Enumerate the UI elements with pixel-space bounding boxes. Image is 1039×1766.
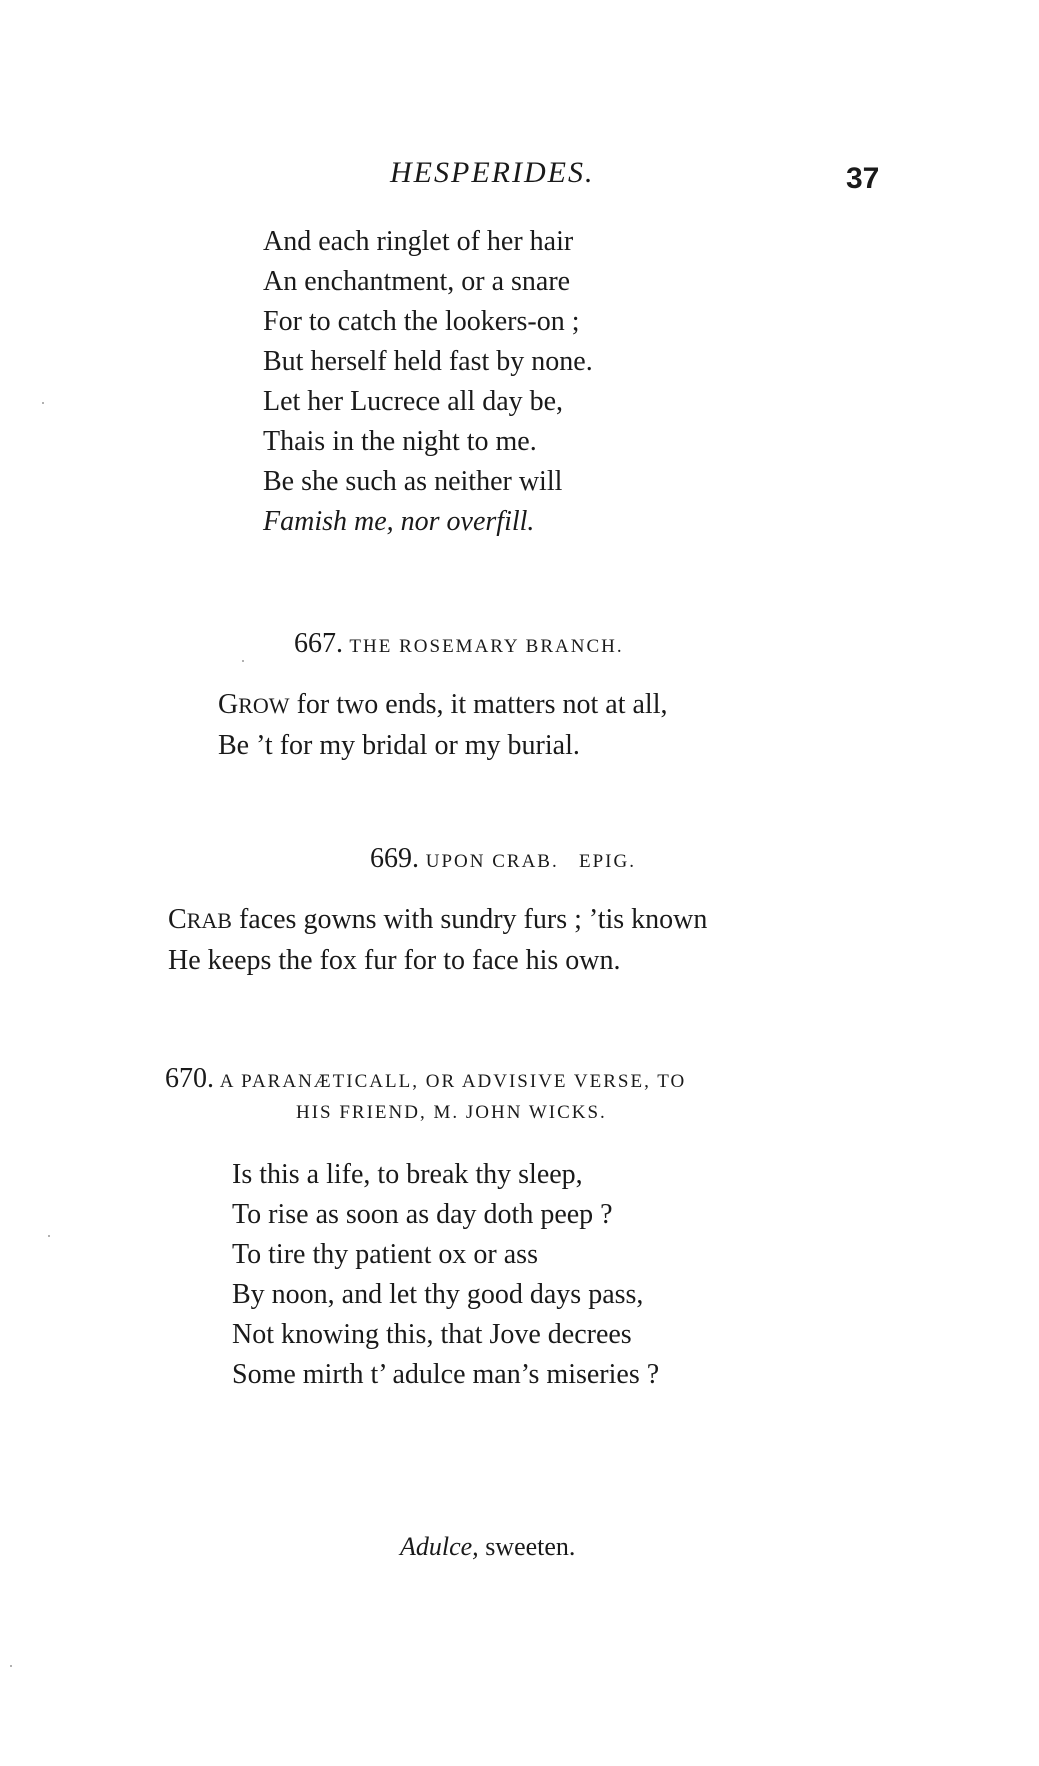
verse-line: Is this a life, to break thy sleep, xyxy=(232,1159,583,1190)
scan-speck xyxy=(48,1235,50,1237)
small-caps-word: ROW xyxy=(238,693,290,718)
verse-line: For to catch the lookers-on ; xyxy=(263,306,580,337)
verse-line: Be ’t for my bridal or my burial. xyxy=(218,730,580,761)
verse-line: And each ringlet of her hair xyxy=(263,226,574,257)
poem-title-text: UPON CRAB. EPIG. xyxy=(425,851,636,872)
verse-line: Thais in the night to me. xyxy=(263,426,537,457)
poem-670-body xyxy=(232,1155,659,1395)
verse-line: He keeps the fox fur for to face his own. xyxy=(168,945,621,976)
poem-number: 667. xyxy=(294,628,343,659)
verse-line xyxy=(218,685,667,726)
poem-670-title-line-2: HIS FRIEND, M. JOHN WICKS. xyxy=(296,1102,607,1123)
drop-initial: G xyxy=(218,689,239,720)
verse-line-rest: for two ends, it matters not at all, xyxy=(289,689,668,720)
small-caps-word: RAB xyxy=(186,908,232,933)
poem-title-text: A PARANÆTICALL, OR ADVISIVE VERSE, TO xyxy=(219,1071,687,1092)
verse-line-rest: faces gowns with sundry furs ; ’tis known xyxy=(231,904,708,935)
footnote-term: Adulce, xyxy=(400,1532,479,1561)
poem-number: 669. xyxy=(370,843,419,874)
verse-line-italic: Famish me, nor overfill. xyxy=(263,506,535,537)
drop-initial: C xyxy=(168,904,187,935)
verse-line: But herself held fast by none. xyxy=(263,346,593,377)
verse-line: Be she such as neither will xyxy=(263,466,563,497)
poem-667-body xyxy=(218,685,667,766)
scan-speck xyxy=(242,660,244,662)
verse-line: An enchantment, or a snare xyxy=(263,266,571,297)
verse-line: Not knowing this, that Jove decrees xyxy=(232,1319,632,1350)
verse-line: By noon, and let thy good days pass, xyxy=(232,1279,644,1310)
page-number: 37 xyxy=(846,162,880,195)
poem-title-text: THE ROSEMARY BRANCH. xyxy=(349,636,624,657)
running-title: HESPERIDES. xyxy=(390,156,595,189)
verse-line: Let her Lucrece all day be, xyxy=(263,386,564,417)
verse-line: Some mirth t’ adulce man’s miseries ? xyxy=(232,1359,660,1390)
scan-speck xyxy=(42,402,44,404)
poem-669-title xyxy=(370,843,636,875)
scan-speck xyxy=(10,1665,12,1667)
footnote-definition: sweeten. xyxy=(478,1532,576,1561)
continued-stanza xyxy=(263,222,593,542)
poem-670-title-line-1 xyxy=(165,1063,686,1095)
footnote xyxy=(400,1532,575,1562)
verse-line: To tire thy patient ox or ass xyxy=(232,1239,538,1270)
poem-number: 670. xyxy=(165,1063,214,1094)
poem-667-title xyxy=(294,628,624,660)
poem-669-body xyxy=(168,900,707,981)
verse-line: To rise as soon as day doth peep ? xyxy=(232,1199,613,1230)
verse-line xyxy=(168,900,707,941)
